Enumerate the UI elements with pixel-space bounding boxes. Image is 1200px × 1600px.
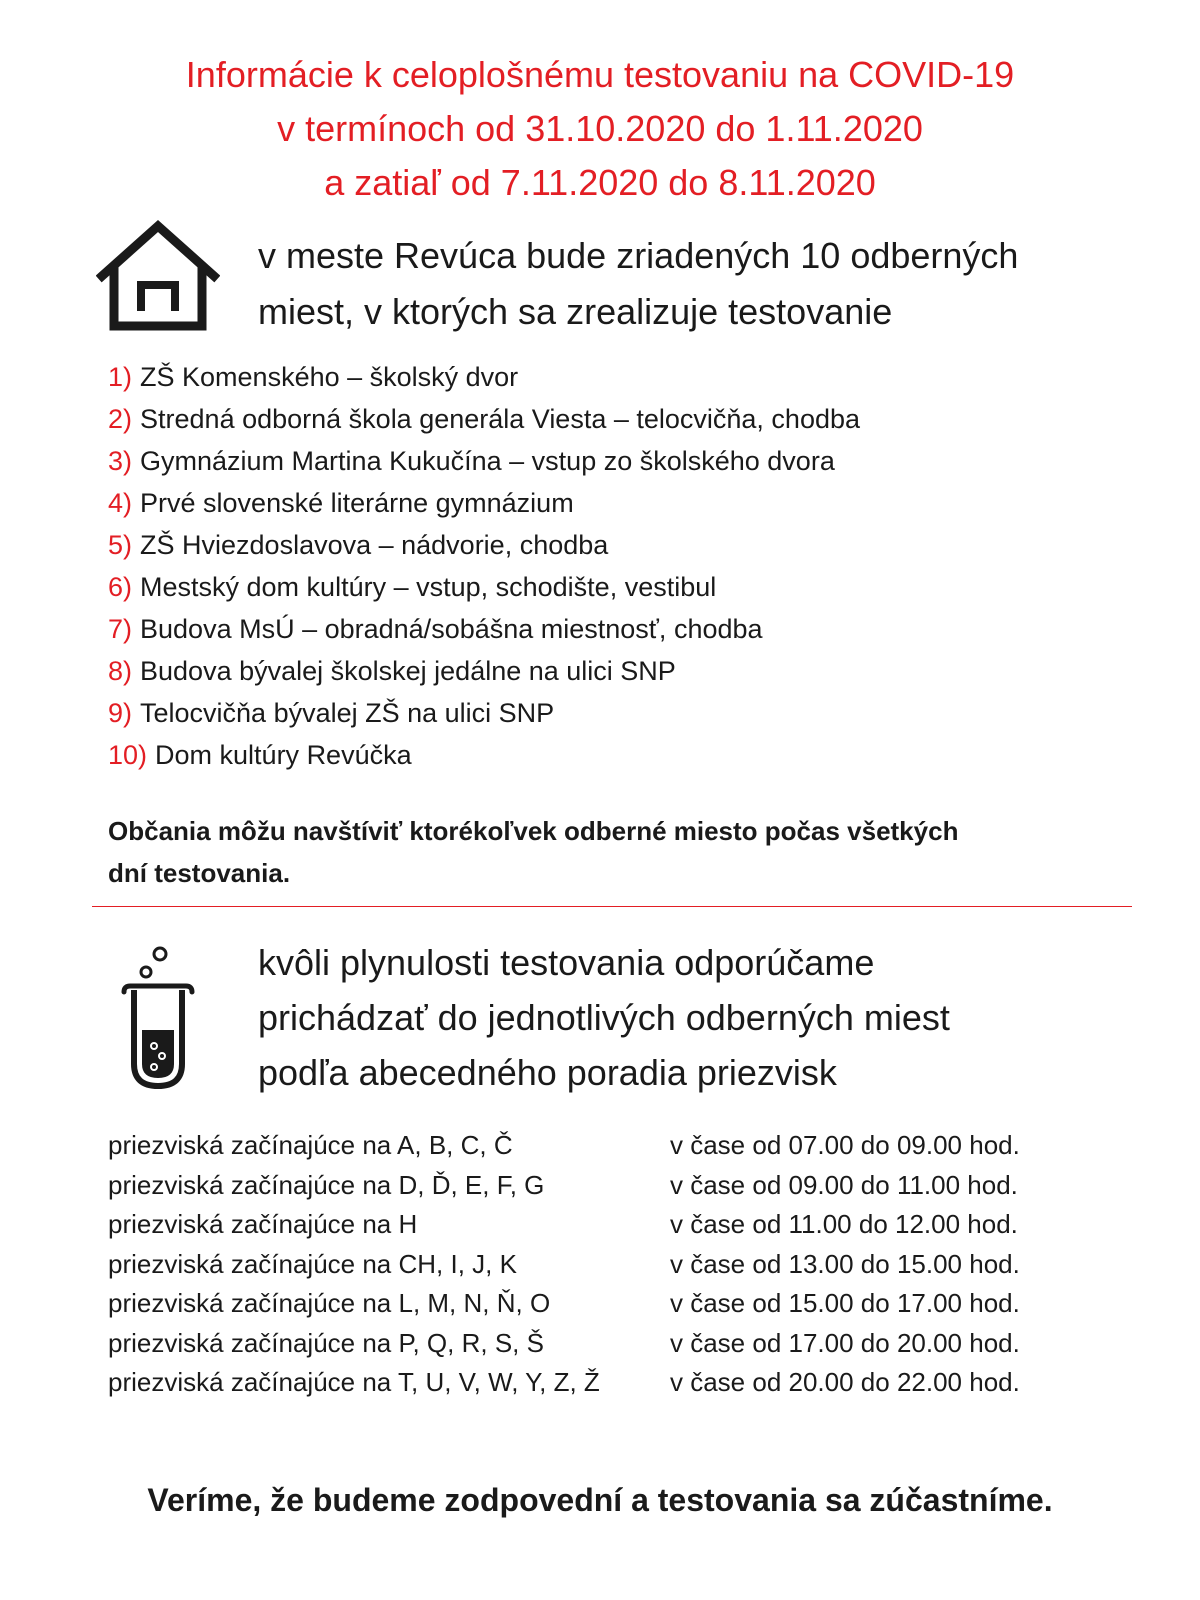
- item-number: 8): [108, 656, 133, 686]
- item-number: 3): [108, 446, 133, 476]
- item-text: Stredná odborná škola generála Viesta – telocvičňa, chodba: [140, 404, 861, 434]
- table-row: [108, 1205, 1020, 1245]
- citizens-note: [108, 810, 1118, 894]
- item-text: Prvé slovenské literárne gymnázium: [140, 488, 574, 518]
- list-item: [108, 440, 1108, 482]
- time-slot: v čase od 11.00 do 12.00 hod.: [670, 1209, 1018, 1240]
- intro-line: v meste Revúca bude zriadených 10 odberných: [258, 235, 1019, 276]
- surname-range: priezviská začínajúce na H: [108, 1209, 418, 1240]
- testing-sites-list: [108, 356, 1108, 776]
- surname-range: priezviská začínajúce na D, Ď, E, F, G: [108, 1169, 545, 1200]
- table-row: [108, 1324, 1020, 1364]
- item-text: ZŠ Komenského – školský dvor: [140, 362, 519, 392]
- surname-range: priezviská začínajúce na CH, I, J, K: [108, 1248, 517, 1279]
- item-number: 5): [108, 530, 133, 560]
- list-item: [108, 650, 1108, 692]
- item-text: Budova bývalej školskej jedálne na ulici SNP: [140, 656, 676, 686]
- time-slot: v čase od 07.00 do 09.00 hod.: [670, 1130, 1020, 1161]
- item-text: Mestský dom kultúry – vstup, schodište, vestibul: [140, 572, 717, 602]
- intro-line: miest, v ktorých sa zrealizuje testovanie: [258, 291, 893, 332]
- note-line: Občania môžu navštíviť ktorékoľvek odberné miesto počas všetkých: [108, 816, 959, 846]
- page-title: [0, 48, 1200, 210]
- schedule-table: [108, 1126, 1020, 1403]
- table-row: [108, 1363, 1020, 1403]
- item-number: 6): [108, 572, 133, 602]
- list-item: [108, 566, 1108, 608]
- list-item: [108, 608, 1108, 650]
- title-line: Informácie k celoplošnému testovaniu na COVID-19: [185, 54, 1015, 95]
- list-item: [108, 398, 1108, 440]
- test-tube-icon: [118, 946, 198, 1094]
- note-line: dní testovania.: [108, 858, 291, 888]
- item-text: Budova MsÚ – obradná/sobášna miestnosť, chodba: [140, 614, 763, 644]
- item-number: 2): [108, 404, 133, 434]
- item-number: 7): [108, 614, 133, 644]
- house-icon: [96, 218, 220, 336]
- table-row: [108, 1166, 1020, 1206]
- time-slot: v čase od 09.00 do 11.00 hod.: [670, 1169, 1018, 1200]
- list-item: [108, 482, 1108, 524]
- section-divider: [92, 906, 1132, 907]
- recommendation-line: prichádzať do jednotlivých odberných miest: [258, 997, 950, 1038]
- item-text: ZŠ Hviezdoslavova – nádvorie, chodba: [140, 530, 609, 560]
- time-slot: v čase od 17.00 do 20.00 hod.: [670, 1327, 1020, 1358]
- surname-range: priezviská začínajúce na T, U, V, W, Y, Z, Ž: [108, 1367, 600, 1398]
- recommendation-line: kvôli plynulosti testovania odporúčame: [258, 942, 875, 983]
- time-slot: v čase od 13.00 do 15.00 hod.: [670, 1248, 1020, 1279]
- surname-range: priezviská začínajúce na P, Q, R, S, Š: [108, 1327, 544, 1358]
- item-text: Dom kultúry Revúčka: [155, 740, 412, 770]
- item-number: 1): [108, 362, 133, 392]
- list-item: [108, 524, 1108, 566]
- item-text: Telocvičňa bývalej ZŠ na ulici SNP: [140, 698, 555, 728]
- table-row: [108, 1245, 1020, 1285]
- item-text: Gymnázium Martina Kukučína – vstup zo školského dvora: [140, 446, 835, 476]
- item-number: 9): [108, 698, 133, 728]
- recommendation-line: podľa abecedného poradia priezvisk: [258, 1052, 837, 1093]
- title-line: v termínoch od 31.10.2020 do 1.11.2020: [277, 108, 923, 149]
- surname-range: priezviská začínajúce na A, B, C, Č: [108, 1130, 513, 1161]
- item-number: 4): [108, 488, 133, 518]
- list-item: [108, 734, 1108, 776]
- title-line: a zatiaľ od 7.11.2020 do 8.11.2020: [324, 162, 876, 203]
- list-item: [108, 356, 1108, 398]
- surname-range: priezviská začínajúce na L, M, N, Ň, O: [108, 1288, 551, 1319]
- closing-statement: Veríme, že budeme zodpovední a testovania sa zúčastníme.: [147, 1482, 1053, 1518]
- intro-text: [258, 228, 1158, 340]
- item-number: 10): [108, 740, 148, 770]
- table-row: [108, 1284, 1020, 1324]
- recommendation-text: [258, 935, 1158, 1100]
- time-slot: v čase od 15.00 do 17.00 hod.: [670, 1288, 1020, 1319]
- list-item: [108, 692, 1108, 734]
- time-slot: v čase od 20.00 do 22.00 hod.: [670, 1367, 1020, 1398]
- table-row: [108, 1126, 1020, 1166]
